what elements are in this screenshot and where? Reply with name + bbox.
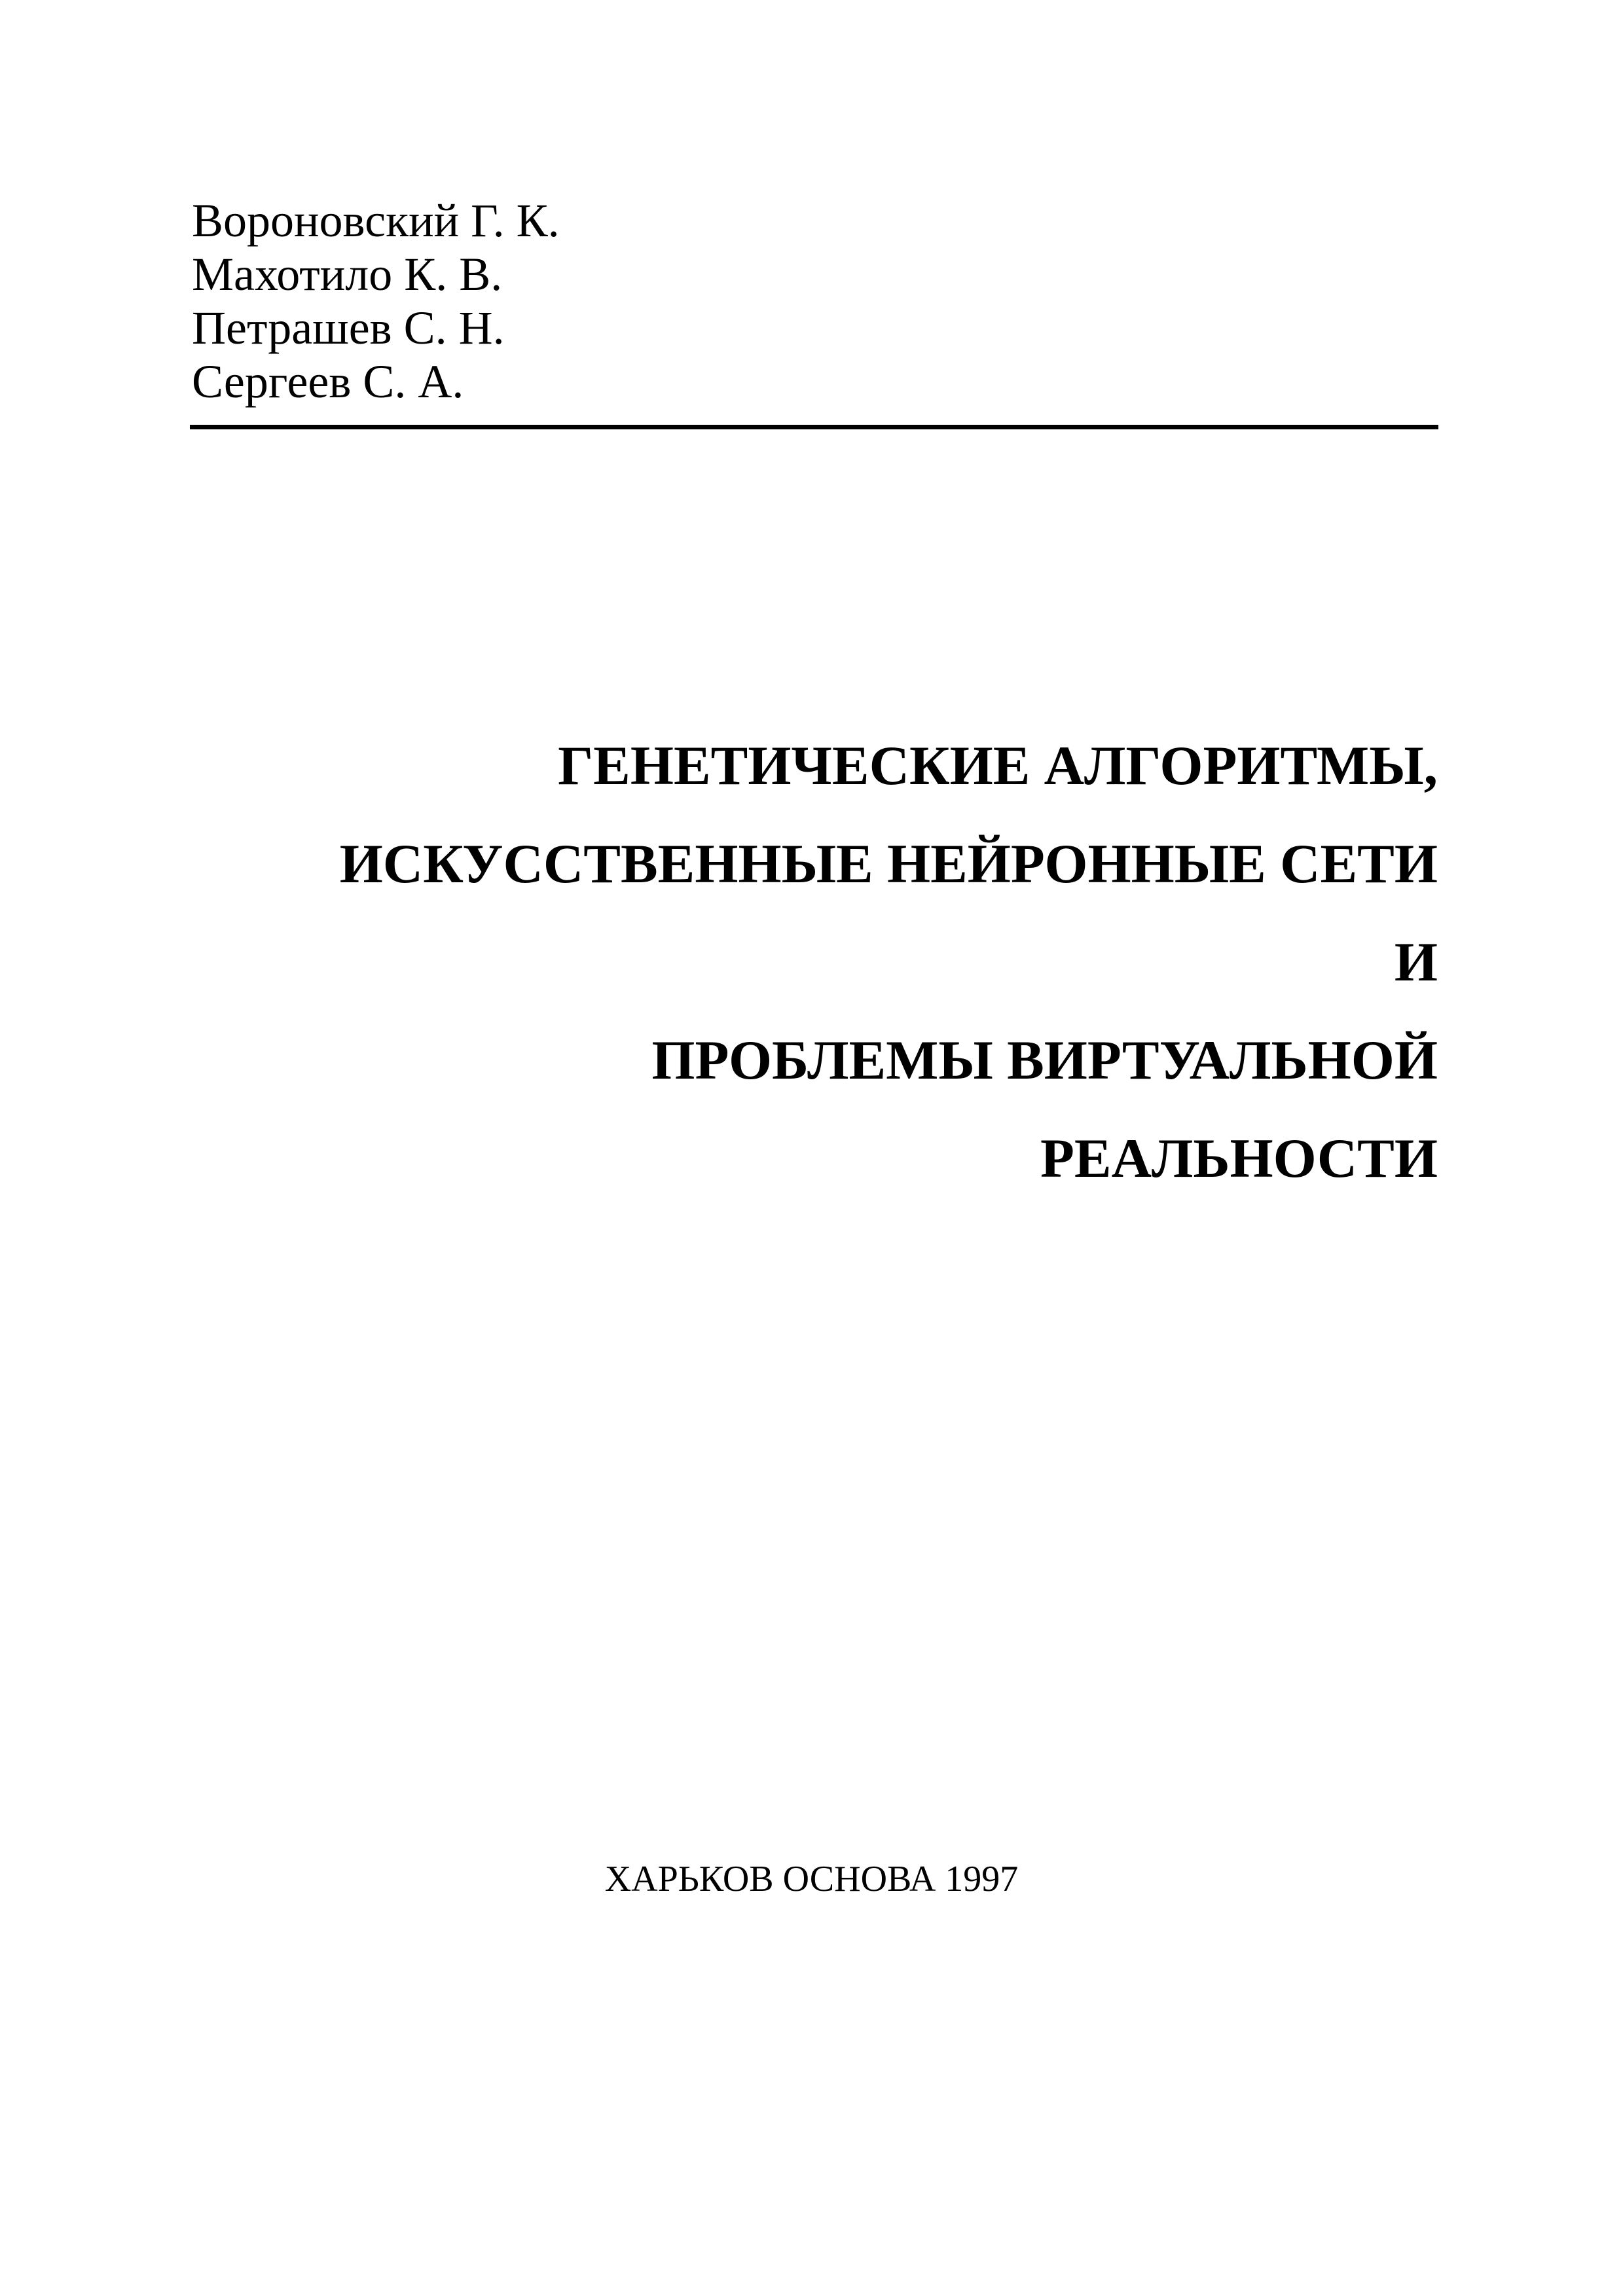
author-list: [192, 194, 1436, 408]
title-line: ГЕНЕТИЧЕСКИЕ АЛГОРИТМЫ,: [558, 735, 1438, 797]
title-line: И: [1394, 931, 1438, 993]
book-title: [194, 717, 1438, 1208]
publisher-imprint: ХАРЬКОВ ОСНОВА 1997: [604, 1859, 1019, 1899]
author-name: Петрашев С. Н.: [192, 302, 505, 354]
author-name: Сергеев С. А.: [192, 355, 464, 408]
horizontal-rule: [190, 425, 1438, 429]
title-line: РЕАЛЬНОСТИ: [1040, 1128, 1438, 1189]
author-name: Махотило К. В.: [192, 248, 503, 300]
title-line: ИСКУССТВЕННЫЕ НЕЙРОННЫЕ СЕТИ: [339, 833, 1438, 895]
title-line: ПРОБЛЕМЫ ВИРТУАЛЬНОЙ: [651, 1030, 1438, 1091]
author-name: Вороновский Г. К.: [192, 194, 560, 247]
